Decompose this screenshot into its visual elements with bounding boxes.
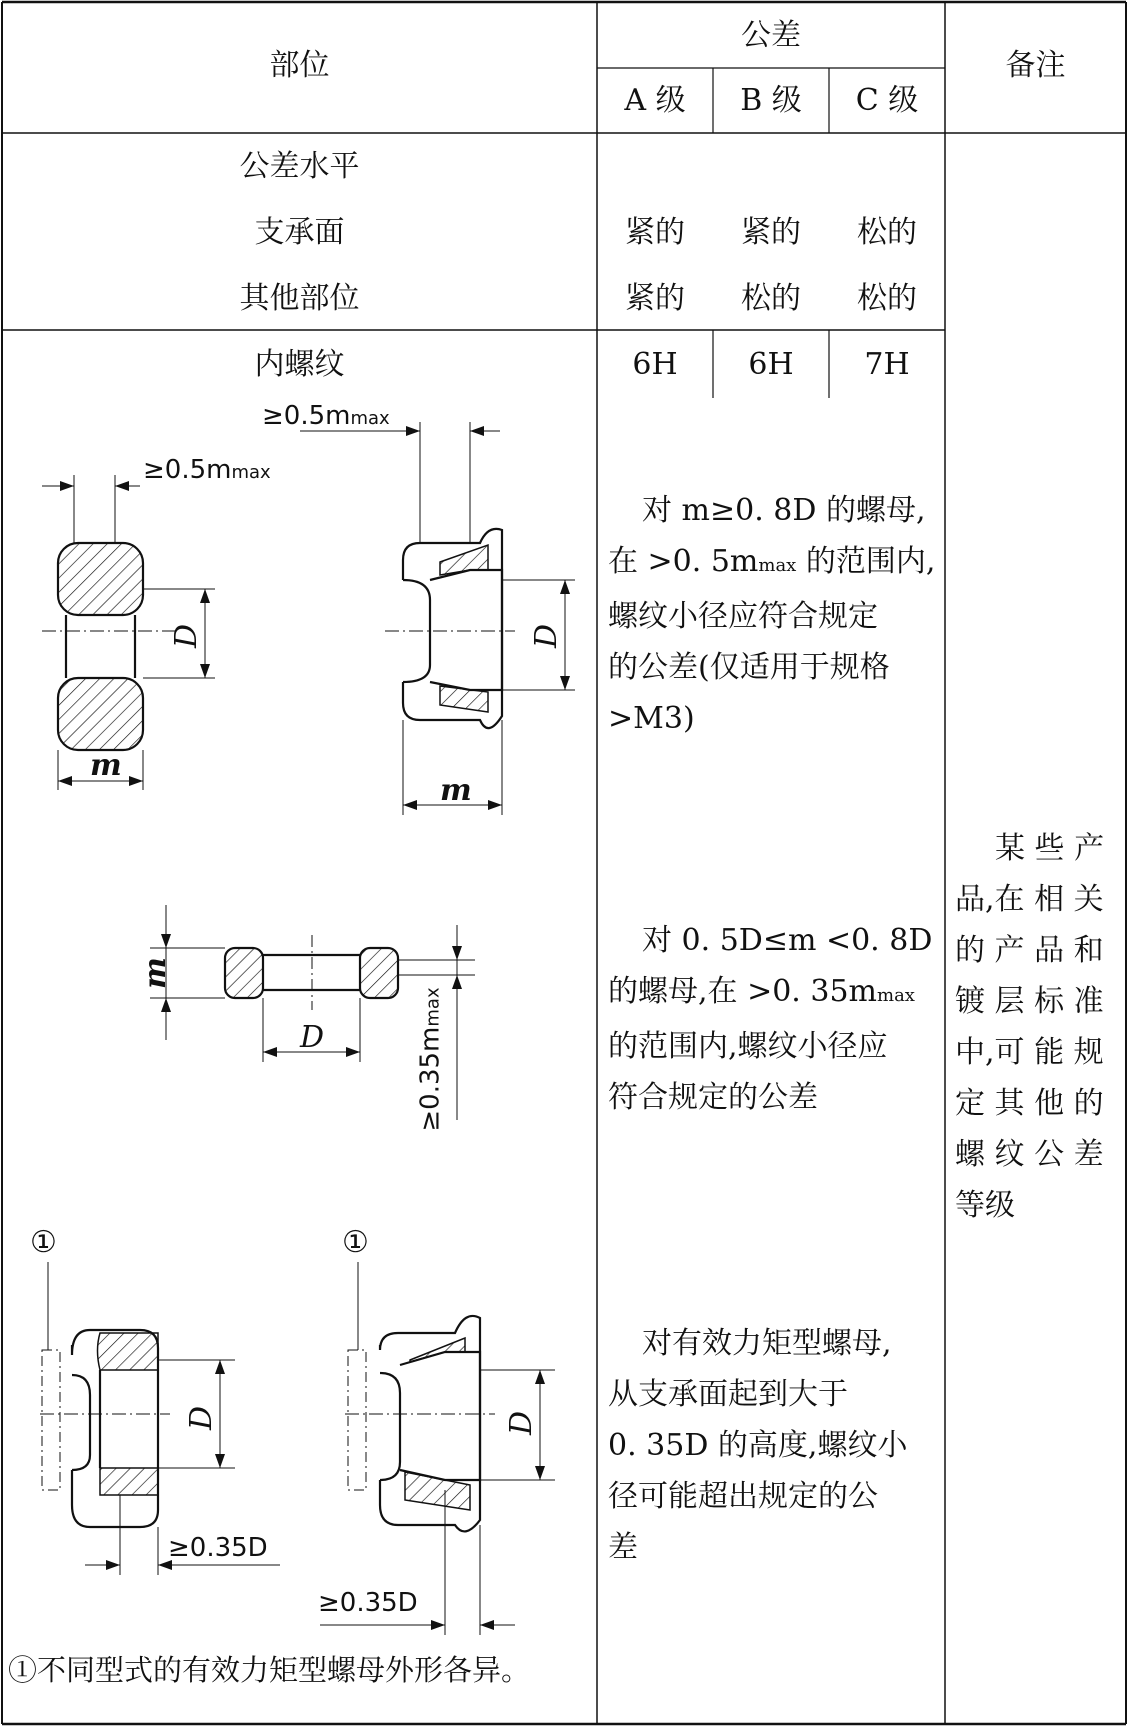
note-3: 对有效力矩型螺母, 从支承面起到大于 0. 35D 的高度,螺纹小 径可能超出规定的公 差	[608, 1326, 908, 1565]
thread-grade-b: 6H	[748, 347, 794, 382]
remark-text: 某 些 产 品,在 相 关 的 产 品 和 镀 层 标 准 中,可 能 规 定 其 他 的 螺 纹 公 差 等级	[955, 831, 1105, 1223]
label-035D-2: ≥0.35D	[318, 1588, 418, 1618]
other-grade-c: 松的	[857, 281, 917, 316]
header-grade-c: C 级	[855, 83, 919, 118]
footnote: ①不同型式的有效力矩型螺母外形各异。	[8, 1653, 531, 1687]
label-m-3: m	[137, 957, 173, 989]
header-grade-b: B 级	[740, 83, 802, 118]
header-tolerance: 公差	[741, 18, 801, 53]
label-half-m-1: ≥0.5mmax	[143, 455, 271, 485]
note-1: 对 m≥0. 8D 的螺母, 在 >0. 5mmax 的范围内, 螺纹小径应符合规定 的公差(仅适用于规格 >M3)	[608, 493, 936, 736]
tolerance-level-title: 公差水平	[239, 149, 360, 184]
callout-1-right: ①	[342, 1225, 369, 1260]
bearing-grade-a: 紧的	[625, 215, 685, 250]
torque-nut-section-1	[40, 1262, 280, 1575]
callout-1-left: ①	[30, 1225, 57, 1260]
label-035m: ≥0.35mmax	[415, 987, 446, 1132]
bearing-surface-label: 支承面	[254, 215, 345, 250]
header-remarks: 备注	[1005, 48, 1066, 83]
other-grade-a: 紧的	[625, 281, 685, 316]
label-m-1: m	[90, 748, 122, 783]
other-grade-b: 松的	[741, 281, 801, 316]
other-parts-label: 其他部位	[239, 281, 360, 316]
internal-thread-label: 内螺纹	[254, 347, 345, 382]
bearing-grade-c: 松的	[857, 215, 917, 250]
label-D-5: D	[504, 1410, 540, 1436]
header-part: 部位	[269, 48, 330, 83]
nut-section-2	[300, 422, 575, 815]
label-D-4: D	[184, 1405, 220, 1431]
label-m-2: m	[440, 773, 472, 808]
label-D-2: D	[529, 623, 565, 649]
label-D-1: D	[169, 623, 205, 649]
thread-grade-a: 6H	[632, 347, 678, 382]
label-035D-1: ≥0.35D	[168, 1533, 268, 1563]
bearing-grade-b: 紧的	[741, 215, 801, 250]
note-2: 对 0. 5D≤m <0. 8D 的螺母,在 >0. 35mmax 的范围内,螺纹小径应 符合规定的公差	[608, 923, 933, 1115]
torque-nut-section-2	[320, 1262, 555, 1635]
header-grade-a: A 级	[624, 83, 686, 118]
label-half-m-2: ≥0.5mmax	[262, 401, 390, 431]
thread-grade-c: 7H	[864, 347, 910, 382]
label-D-3: D	[300, 1020, 325, 1055]
